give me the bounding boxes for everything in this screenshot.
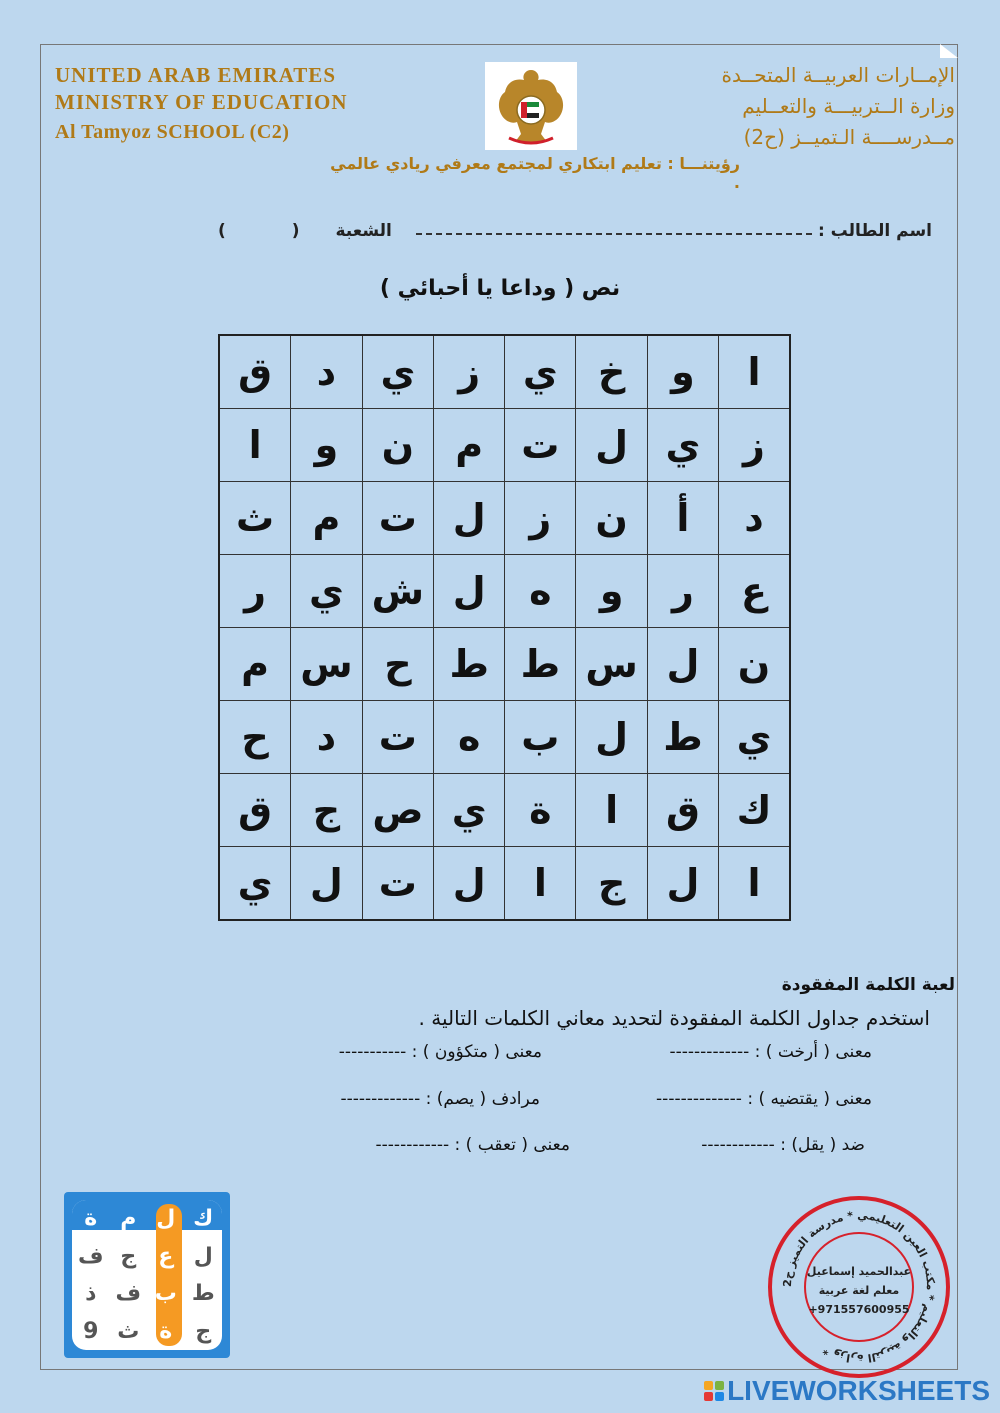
grid-cell[interactable]: ج [576, 847, 647, 921]
grid-cell[interactable]: ط [434, 628, 505, 701]
grid-cell[interactable]: ق [219, 774, 291, 847]
grid-cell[interactable]: ل [647, 628, 718, 701]
header-en-ministry: MINISTRY OF EDUCATION [55, 90, 348, 114]
stamp-phone: +971557600955 [808, 1303, 910, 1316]
grid-cell[interactable]: م [291, 482, 362, 555]
grid-cell[interactable]: ك [719, 774, 791, 847]
word-search-grid [218, 334, 791, 921]
grid-cell[interactable]: ر [219, 555, 291, 628]
header-ar-ministry: وزارة الــتربيـــة والتعــليم [742, 94, 955, 118]
student-name-field[interactable] [416, 227, 812, 235]
header-en-school: Al Tamyoz SCHOOL (C2) [55, 121, 290, 143]
question-3[interactable]: معنى ( يقتضيه ) : -------------- [656, 1089, 872, 1109]
grid-cell[interactable]: ق [219, 335, 291, 409]
grid-cell[interactable]: س [576, 628, 647, 701]
header-arabic [722, 60, 955, 153]
grid-cell[interactable]: ل [576, 409, 647, 482]
grid-cell[interactable]: ي [505, 335, 576, 409]
header-en-country: UNITED ARAB EMIRATES [55, 63, 336, 87]
question-4[interactable]: مرادف ( يصم) : ------------- [340, 1089, 540, 1109]
grid-row [219, 847, 790, 921]
liveworksheets-logo-icon [704, 1381, 724, 1401]
grid-row [219, 701, 790, 774]
grid-cell[interactable]: ت [362, 847, 433, 921]
grid-cell[interactable]: م [434, 409, 505, 482]
grid-cell[interactable]: ز [505, 482, 576, 555]
grid-cell[interactable]: ت [362, 482, 433, 555]
grid-cell[interactable]: ل [434, 482, 505, 555]
grid-cell[interactable]: ا [719, 335, 791, 409]
grid-cell[interactable]: ث [219, 482, 291, 555]
grid-cell[interactable]: ل [434, 847, 505, 921]
grid-cell[interactable]: ب [505, 701, 576, 774]
grid-cell[interactable]: أ [647, 482, 718, 555]
page-fold-corner [940, 44, 958, 58]
header-english [55, 62, 348, 146]
vision-statement: رؤيتنـــا : تعليم ابتكاري لمجتمع معرفي ريادي عالمي . [330, 154, 740, 192]
grid-cell[interactable]: ي [291, 555, 362, 628]
grid-cell[interactable]: د [291, 335, 362, 409]
grid-row [219, 409, 790, 482]
grid-cell[interactable]: ق [647, 774, 718, 847]
uae-emblem-icon [485, 62, 577, 150]
grid-cell[interactable]: ط [505, 628, 576, 701]
grid-cell[interactable]: ن [362, 409, 433, 482]
logo-letter: ل [193, 1243, 213, 1269]
game-title: لعبة الكلمة المفقودة [781, 975, 955, 995]
grid-cell[interactable]: خ [576, 335, 647, 409]
grid-row [219, 628, 790, 701]
grid-cell[interactable]: ح [362, 628, 433, 701]
stamp-teacher-role: معلم لغة عربية [818, 1284, 900, 1297]
page-title: نص ( وداعا يا أحبائي ) [379, 276, 621, 301]
question-2[interactable]: معنى ( متكؤون ) : ----------- [338, 1042, 542, 1062]
grid-row [219, 335, 790, 409]
section-field[interactable]: ( ) [218, 221, 330, 241]
grid-cell[interactable]: ز [434, 335, 505, 409]
grid-cell[interactable]: ا [219, 409, 291, 482]
grid-cell[interactable]: ر [647, 555, 718, 628]
grid-cell[interactable]: ط [647, 701, 718, 774]
grid-cell[interactable]: ي [647, 409, 718, 482]
question-6[interactable]: معنى ( تعقب ) : ------------ [375, 1135, 570, 1155]
grid-cell[interactable]: ل [576, 701, 647, 774]
grid-cell[interactable]: و [647, 335, 718, 409]
grid-cell[interactable]: ع [719, 555, 791, 628]
grid-cell[interactable]: ي [719, 701, 791, 774]
grid-cell[interactable]: ة [505, 774, 576, 847]
question-1[interactable]: معنى ( أرخت ) : ------------- [669, 1042, 872, 1062]
game-instruction: استخدم جداول الكلمة المفقودة لتحديد معاني الكلمات التالية . [418, 1006, 930, 1030]
student-name-label: اسم الطالب : [817, 221, 932, 241]
grid-cell[interactable]: س [291, 628, 362, 701]
logo-letter: ل [156, 1206, 176, 1232]
grid-cell[interactable]: ي [434, 774, 505, 847]
grid-cell[interactable]: ا [505, 847, 576, 921]
grid-cell[interactable]: د [291, 701, 362, 774]
grid-cell[interactable]: ي [362, 335, 433, 409]
grid-cell[interactable]: ت [505, 409, 576, 482]
logo-letter: ة [84, 1206, 98, 1232]
grid-cell[interactable]: ج [291, 774, 362, 847]
student-info-row [218, 218, 932, 244]
grid-cell[interactable]: ص [362, 774, 433, 847]
logo-letter: ع [158, 1243, 174, 1269]
grid-cell[interactable]: م [219, 628, 291, 701]
stamp-ring-text: وزارة التربية والتعليم * مكتب العين التعليمي * مدرسة التميز ح2 * [780, 1208, 938, 1366]
grid-cell[interactable]: ش [362, 555, 433, 628]
header-ar-school: مــدرســــة الـتميــز (ح2) [743, 125, 955, 149]
grid-cell[interactable]: ل [291, 847, 362, 921]
grid-row [219, 774, 790, 847]
grid-cell[interactable]: ز [719, 409, 791, 482]
logo-letter: ج [120, 1243, 137, 1269]
question-5[interactable]: ضد ( يقل) : ------------ [701, 1135, 865, 1155]
logo-letter: ث [117, 1318, 140, 1344]
logo-letter: ذ [85, 1281, 97, 1307]
grid-cell[interactable]: و [291, 409, 362, 482]
grid-cell[interactable]: ن [576, 482, 647, 555]
logo-letter: ة [159, 1318, 173, 1344]
grid-cell[interactable]: ه [505, 555, 576, 628]
grid-cell[interactable]: ن [719, 628, 791, 701]
grid-cell[interactable]: ح [219, 701, 291, 774]
liveworksheets-watermark[interactable] [704, 1375, 990, 1407]
logo-letter: ب [154, 1281, 177, 1307]
grid-cell[interactable]: و [576, 555, 647, 628]
grid-cell[interactable]: ا [576, 774, 647, 847]
logo-letter: م [120, 1206, 137, 1232]
logo-letter: ك [193, 1206, 214, 1232]
grid-cell[interactable]: ل [647, 847, 718, 921]
grid-cell[interactable]: ه [434, 701, 505, 774]
liveworksheets-text: LIVEWORKSHEETS [727, 1375, 990, 1406]
logo-letter: ط [191, 1281, 215, 1307]
grid-cell[interactable]: ت [362, 701, 433, 774]
grid-row [219, 555, 790, 628]
grid-cell[interactable]: ا [719, 847, 791, 921]
grid-cell[interactable]: ل [434, 555, 505, 628]
grid-row [219, 482, 790, 555]
logo-letter: ج [195, 1318, 212, 1344]
logo-letter: ف [77, 1243, 104, 1269]
section-label: الشعبة [335, 221, 392, 241]
grid-cell[interactable]: د [719, 482, 791, 555]
word-game-logo-icon [64, 1192, 230, 1358]
teacher-stamp [768, 1196, 950, 1378]
logo-letter: ف [115, 1281, 142, 1307]
grid-cell[interactable]: ي [219, 847, 291, 921]
header-ar-country: الإمــارات العربيــة المتحــدة [721, 63, 955, 87]
stamp-teacher-name: عبدالحميد إسماعيل [806, 1265, 912, 1278]
logo-letter: 9 [83, 1318, 99, 1344]
